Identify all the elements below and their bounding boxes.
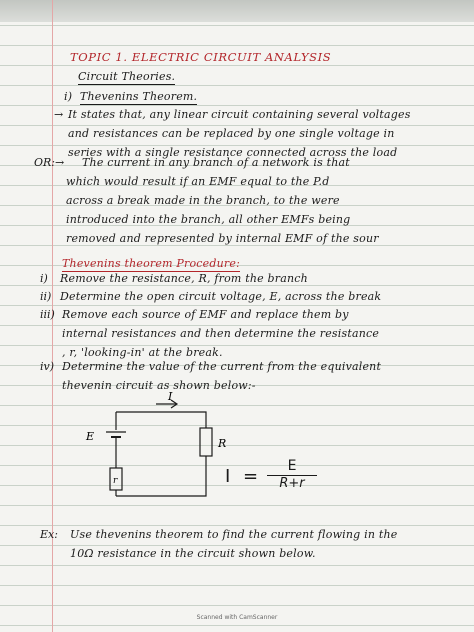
statement-arrow: → <box>54 108 64 121</box>
load-label: R <box>218 437 227 450</box>
subtopic-title <box>78 70 175 83</box>
statement-line-2: and resistances can be replaced by one single voltage in <box>68 127 395 140</box>
scanner-footer: Scanned with CamScanner <box>196 614 278 621</box>
or-line-4: introduced into the branch, all other EMFs being <box>66 213 351 226</box>
or-label: OR:→ <box>34 156 65 169</box>
step-3-line-3: , r, 'looking-in' at the break. <box>62 346 223 359</box>
top-wire <box>116 412 206 428</box>
right-bottom-wire <box>116 456 206 496</box>
subtopic-text: Circuit Theories. <box>78 70 176 83</box>
step-2-number: ii) <box>40 290 52 303</box>
current-label: I <box>168 390 173 403</box>
formula-numerator: E <box>267 458 317 476</box>
section-number: i) <box>64 90 73 103</box>
statement-line-3: series with a single resistance connected across the load <box>68 146 398 159</box>
or-line-5: removed and represented by internal EMF of the sour <box>66 232 379 245</box>
section-title: Thevenins Theorem. <box>79 90 198 103</box>
procedure-title-text: Thevenins theorem Procedure: <box>62 257 240 270</box>
formula-denominator: R+r <box>279 476 305 491</box>
step-1-number: i) <box>40 272 48 285</box>
formula-lhs: I <box>225 466 231 487</box>
step-3-line-2: internal resistances and then determine the resistance <box>62 327 380 340</box>
step-3-number: iii) <box>40 308 55 321</box>
step-2-line-1: Determine the open circuit voltage, E, across the break <box>60 290 382 303</box>
or-line-2: which would result if an EMF equal to the P.d <box>66 175 330 188</box>
thevenin-equivalent-circuit <box>76 390 236 510</box>
formula-fraction <box>267 458 317 491</box>
example-line-2: 10Ω resistance in the circuit shown below. <box>70 547 316 560</box>
step-4-line-1: Determine the value of the current from the equivalent <box>62 360 382 373</box>
example-label: Ex: <box>40 528 58 541</box>
statement-line-1: It states that, any linear circuit containing several voltages <box>68 108 411 121</box>
topic-title: TOPIC 1. ELECTRIC CIRCUIT ANALYSIS <box>70 50 332 64</box>
load-resistor <box>200 428 212 456</box>
step-4-line-2: thevenin circuit as shown below:- <box>62 379 256 392</box>
internal-resistance-label: r <box>113 476 118 486</box>
section-heading <box>64 90 197 103</box>
step-1-line-1: Remove the resistance, R, from the branch <box>60 272 308 285</box>
example-line-1: Use thevenins theorem to find the current flowing in the <box>70 528 398 541</box>
formula-equals: = <box>243 466 259 487</box>
or-line-1: The current in any branch of a network is that <box>82 156 350 169</box>
emf-label: E <box>86 430 95 443</box>
or-line-3: across a break made in the branch, to the were <box>66 194 340 207</box>
scan-top-band <box>0 0 474 22</box>
procedure-title <box>62 257 240 270</box>
step-4-number: iv) <box>40 360 55 373</box>
step-3-line-1: Remove each source of EMF and replace them by <box>62 308 349 321</box>
